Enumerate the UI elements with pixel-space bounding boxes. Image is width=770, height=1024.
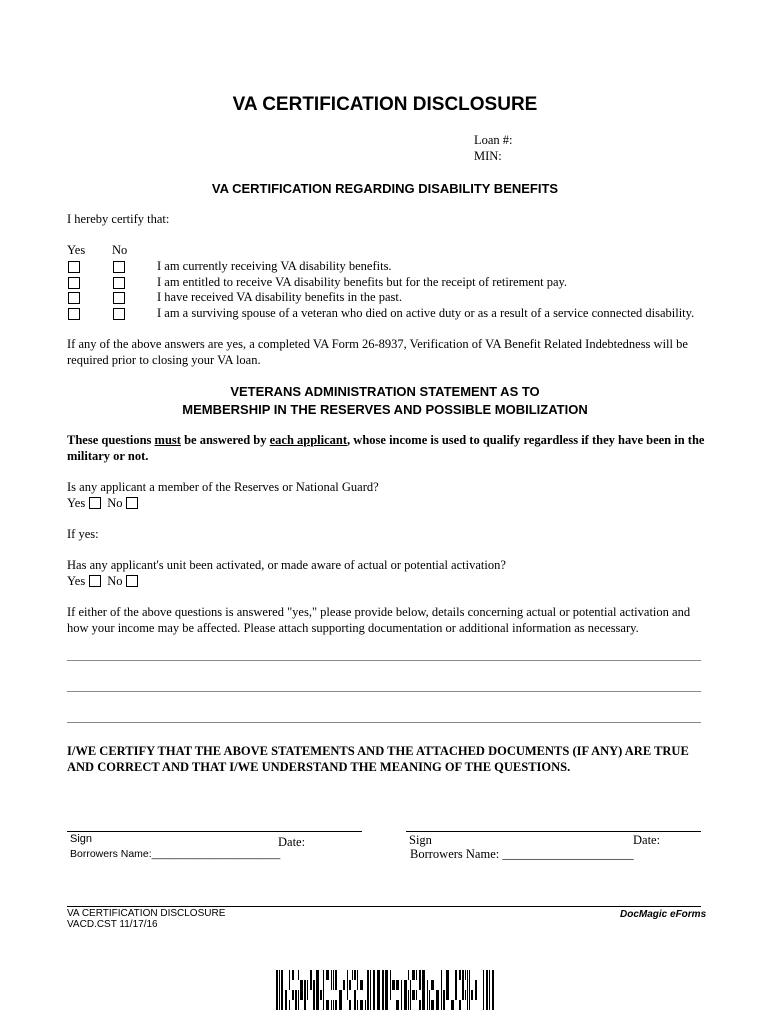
footer-form-code: VACD.CST 11/17/16: [67, 919, 158, 930]
reserves-question: Is any applicant a member of the Reserves or National Guard?: [67, 480, 379, 494]
item3-no-checkbox[interactable]: [113, 292, 125, 304]
details-entry-line-3[interactable]: [67, 722, 701, 723]
item1-yes-checkbox[interactable]: [68, 261, 80, 273]
answer-instructions-line2: military or not.: [67, 449, 149, 463]
form-26-8937-note-line1: If any of the above answers are yes, a completed VA Form 26-8937, Verification of VA Benefit Related Indebtedness will be: [67, 337, 688, 351]
activation-question: Has any applicant's unit been activated, or made aware of actual or potential activation?: [67, 558, 506, 572]
certification-statement-line2: AND CORRECT AND THAT I/WE UNDERSTAND THE MEANING OF THE QUESTIONS.: [67, 760, 571, 774]
answer-instructions-line1: These questions must be answered by each applicant, whose income is used to qualify regardless if they have been in the: [67, 433, 705, 447]
footer-form-name: VA CERTIFICATION DISCLOSURE: [67, 908, 226, 919]
no-column-header: No: [112, 243, 128, 257]
activation-details-line1: If either of the above questions is answered "yes," please provide below, details concerning actual or potential activation and: [67, 605, 691, 619]
certify-intro: I hereby certify that:: [67, 212, 170, 226]
item4-yes-checkbox[interactable]: [68, 308, 80, 320]
reserves-no-label: No: [107, 496, 123, 510]
activation-yes-checkbox[interactable]: [89, 575, 101, 587]
item1-no-checkbox[interactable]: [113, 261, 125, 273]
disability-item-4: I am a surviving spouse of a veteran who died on active duty or as a result of a service connected disability.: [157, 306, 695, 320]
activation-no-checkbox[interactable]: [126, 575, 138, 587]
left-signature-line[interactable]: [67, 831, 362, 832]
reserves-yes-label: Yes: [67, 496, 86, 510]
yes-column-header: Yes: [67, 243, 86, 257]
reserves-answer-row: [67, 496, 144, 511]
activation-no-label: No: [107, 574, 123, 588]
disability-item-2: I am entitled to receive VA disability benefits but for the receipt of retirement pay.: [157, 275, 568, 289]
right-borrower-name[interactable]: Borrowers Name: _____________________: [410, 847, 634, 861]
loan-number-label: Loan #:: [474, 133, 513, 147]
if-yes-label: If yes:: [67, 527, 99, 541]
activation-yes-label: Yes: [67, 574, 86, 588]
item4-no-checkbox[interactable]: [113, 308, 125, 320]
disability-item-3: I have received VA disability benefits in the past.: [157, 290, 402, 304]
disability-benefits-heading: VA CERTIFICATION REGARDING DISABILITY BENEFITS: [211, 181, 559, 196]
left-borrower-name[interactable]: Borrowers Name:______________________: [70, 848, 281, 860]
right-date-label: Date:: [633, 833, 661, 847]
item3-yes-checkbox[interactable]: [68, 292, 80, 304]
certification-statement-line1: I/WE CERTIFY THAT THE ABOVE STATEMENTS AND THE ATTACHED DOCUMENTS (IF ANY) ARE TRUE: [67, 744, 689, 758]
details-entry-line-1[interactable]: [67, 660, 701, 661]
activation-answer-row: [67, 574, 144, 589]
reserves-heading-line2: MEMBERSHIP IN THE RESERVES AND POSSIBLE MOBILIZATION: [182, 402, 588, 417]
right-signature-line[interactable]: [406, 831, 701, 832]
disability-item-1: I am currently receiving VA disability benefits.: [157, 259, 392, 273]
item2-no-checkbox[interactable]: [113, 277, 125, 289]
item2-yes-checkbox[interactable]: [68, 277, 80, 289]
page-title: VA CERTIFICATION DISCLOSURE: [232, 94, 538, 115]
reserves-no-checkbox[interactable]: [126, 497, 138, 509]
form-26-8937-note-line2: required prior to closing your VA loan.: [67, 353, 261, 367]
footer-divider: [67, 906, 701, 907]
barcode-icon: [276, 970, 494, 1010]
left-date-label: Date:: [278, 835, 306, 849]
reserves-yes-checkbox[interactable]: [89, 497, 101, 509]
docmagic-logo: DocMagic eForms: [620, 909, 707, 920]
min-label: MIN:: [474, 149, 502, 163]
right-sign-label: Sign: [409, 833, 432, 847]
reserves-heading-line1: VETERANS ADMINISTRATION STATEMENT AS TO: [230, 384, 540, 399]
activation-details-line2: how your income may be affected. Please attach supporting documentation or additional information as necessary.: [67, 621, 639, 635]
left-sign-label: Sign: [70, 833, 93, 845]
details-entry-line-2[interactable]: [67, 691, 701, 692]
